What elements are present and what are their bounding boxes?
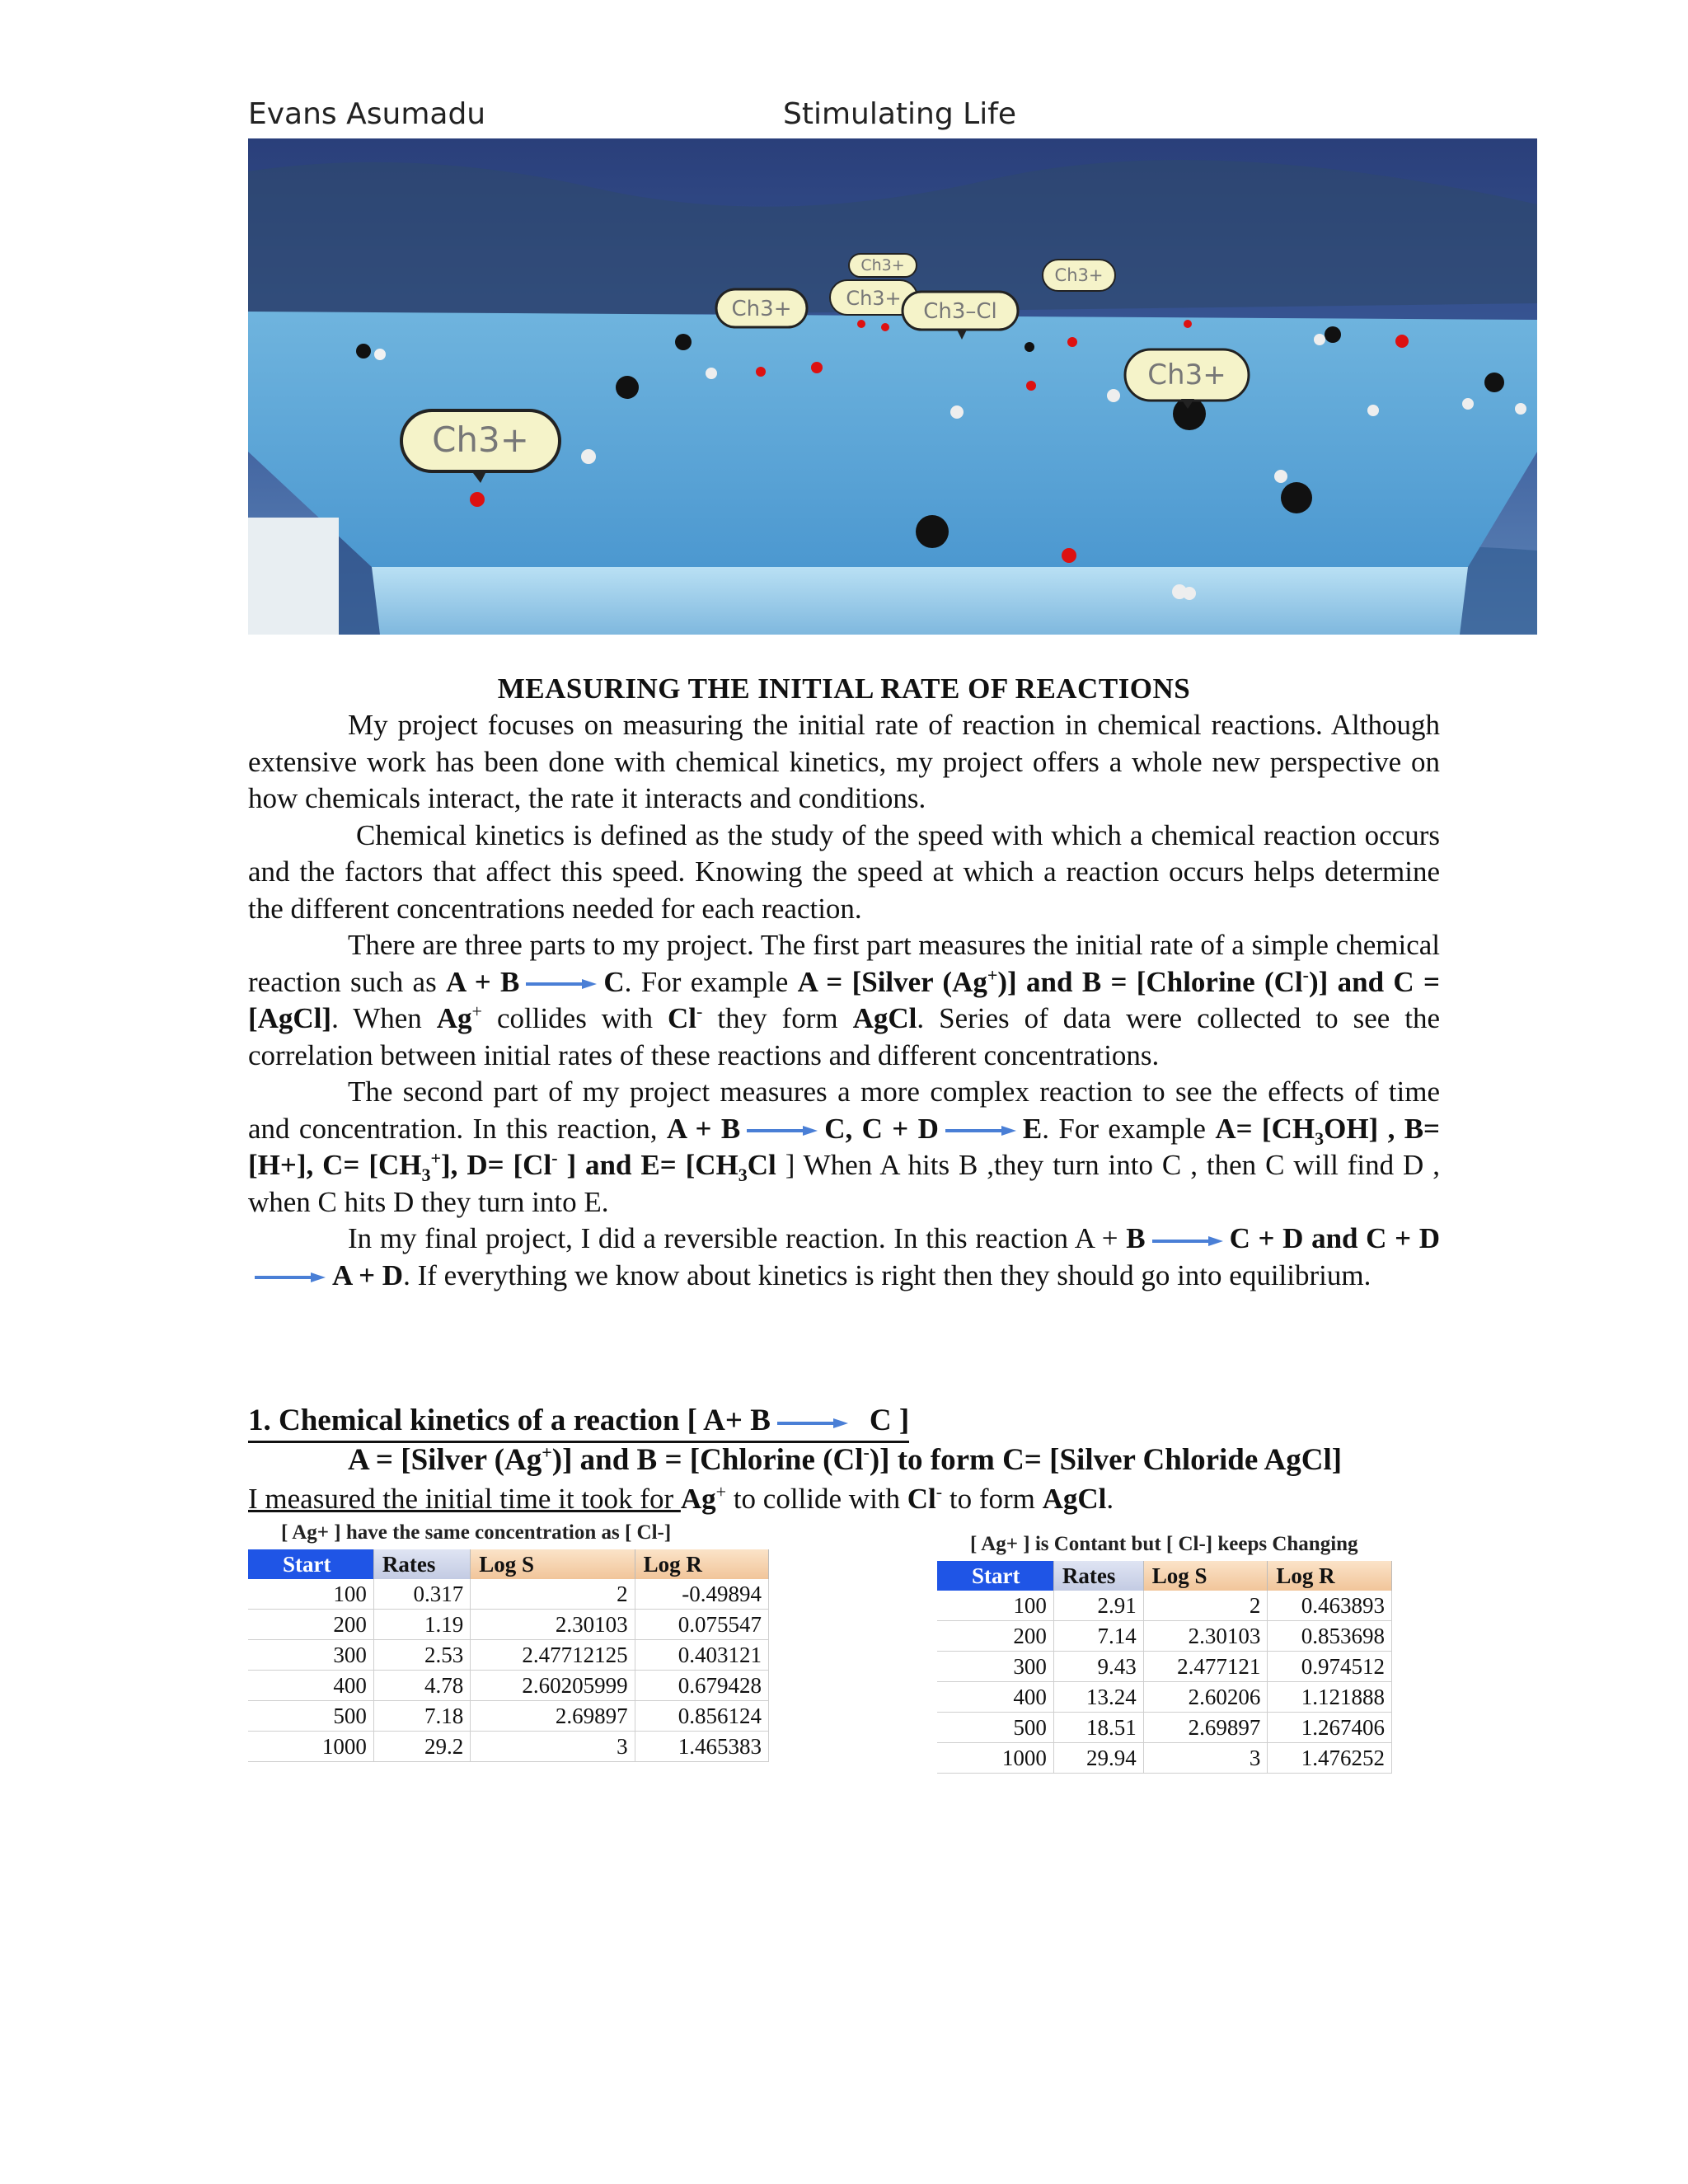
svg-text:Ch3+: Ch3+ [731, 297, 792, 321]
paragraph-part-two: The second part of my project measures a more complex reaction to see the effects of time and concentration. In this reaction, A + B C, C + D E. For example $A= [CH_3OH]$ , B= [H+], $C= [CH_3^+]$, D= [Cl- ] and $E= [CH_3Cl$ ] When A hits B ,they turn into C , then C will find D , when C hits D they turn into E. [248, 1076, 1441, 1218]
table-caption: [ Ag+ ] have the same concentration as [ Cl-] [281, 1521, 672, 1544]
svg-text:Ch3+: Ch3+ [432, 419, 529, 460]
table-cell: 3 [1143, 1743, 1268, 1774]
column-header: Start [248, 1549, 373, 1579]
table-cell: 400 [937, 1682, 1053, 1713]
table-row [937, 1621, 1392, 1652]
table-caption: [ Ag+ ] is Contant but [ Cl-] keeps Changing [970, 1533, 1358, 1555]
table-cell: 1000 [937, 1743, 1053, 1774]
column-header: Log R [635, 1549, 768, 1579]
table-header-row [248, 1549, 769, 1579]
table-row [248, 1579, 769, 1610]
svg-text:Ch3+: Ch3+ [860, 256, 905, 274]
simulation-image [248, 138, 1537, 635]
author-name: Evans Asumadu [248, 97, 486, 131]
ch3-label-bubble [849, 254, 917, 277]
table-cell: 2.60206 [1143, 1682, 1268, 1713]
table-cell: 2.60205999 [471, 1671, 635, 1701]
table-cell: 7.18 [373, 1701, 470, 1732]
table-cell: 100 [937, 1591, 1053, 1621]
table-cell: 0.075547 [635, 1610, 768, 1640]
table-cell: 29.94 [1053, 1743, 1143, 1774]
table-cell: 2.30103 [1143, 1621, 1268, 1652]
section-description: I measured the initial time it took for Ag+ to collide with Cl- to form AgCl. [248, 1481, 1114, 1515]
table-cell: 2 [471, 1579, 635, 1610]
table-row [937, 1682, 1392, 1713]
table-cell: 4.78 [373, 1671, 470, 1701]
table-cell: 1000 [248, 1732, 373, 1762]
table-row [248, 1701, 769, 1732]
ch3-label-bubble [1125, 349, 1249, 409]
svg-text:Ch3–Cl: Ch3–Cl [923, 299, 997, 324]
reaction-arrow-icon [747, 1125, 818, 1137]
table-cell: 1.267406 [1268, 1713, 1392, 1743]
column-header: Log S [1143, 1561, 1268, 1591]
reaction-arrow-icon [526, 978, 597, 990]
document-title: MEASURING THE INITIAL RATE OF REACTIONS [497, 673, 1191, 705]
table-cell: -0.49894 [635, 1579, 768, 1610]
table-cell: 2 [1143, 1591, 1268, 1621]
table-row [248, 1732, 769, 1762]
section-heading: 1. Chemical kinetics of a reaction [ A+ B C ] [248, 1403, 909, 1443]
table-row [248, 1640, 769, 1671]
rates-table-same-concentration [248, 1521, 769, 1762]
table-cell: 29.2 [373, 1732, 470, 1762]
reaction-arrow-icon [945, 1125, 1016, 1137]
table-cell: 0.679428 [635, 1671, 768, 1701]
svg-text:Ch3+: Ch3+ [1147, 359, 1226, 391]
table-cell: 2.53 [373, 1640, 470, 1671]
column-header: Log S [471, 1549, 635, 1579]
table-cell: 2.47712125 [471, 1640, 635, 1671]
reaction-arrow-icon [777, 1418, 848, 1429]
table-cell: 7.14 [1053, 1621, 1143, 1652]
table-cell: 300 [248, 1640, 373, 1671]
table-cell: 0.974512 [1268, 1652, 1392, 1682]
table-cell: 500 [937, 1713, 1053, 1743]
document-body [248, 707, 1440, 1294]
column-header: Start [937, 1561, 1053, 1591]
column-header: Log R [1268, 1561, 1392, 1591]
table-row [248, 1610, 769, 1640]
table-cell: 2.69897 [471, 1701, 635, 1732]
table-cell: 300 [937, 1652, 1053, 1682]
table-row [937, 1652, 1392, 1682]
document-header-title: Stimulating Life [783, 97, 1017, 131]
svg-text:Ch3+: Ch3+ [1054, 265, 1104, 285]
svg-text:Ch3+: Ch3+ [846, 287, 902, 310]
table-cell: 500 [248, 1701, 373, 1732]
table-cell: 200 [937, 1621, 1053, 1652]
ch3-label-bubble [1043, 260, 1115, 291]
table-cell: 100 [248, 1579, 373, 1610]
paragraph-intro: My project focuses on measuring the initial rate of reaction in chemical reactions. Although extensive work has been done with chemical kinetics, my project offers a whole new perspective on how chemicals interact, the rate it interacts and conditions. [248, 709, 1440, 814]
table-cell: 2.30103 [471, 1610, 635, 1640]
rates-table-changing-chloride [937, 1533, 1392, 1774]
table-cell: 1.121888 [1268, 1682, 1392, 1713]
table-cell: 1.476252 [1268, 1743, 1392, 1774]
table-cell: 1.465383 [635, 1732, 768, 1762]
paragraph-part-three: In my final project, I did a reversible reaction. In this reaction A + B C + D and C + DA + D. If everything we know about kinetics is right then they should go into equilibrium. [248, 1221, 1440, 1294]
table-cell: 3 [471, 1732, 635, 1762]
column-header: Rates [1053, 1561, 1143, 1591]
table-cell: 9.43 [1053, 1652, 1143, 1682]
table-cell: 2.69897 [1143, 1713, 1268, 1743]
table-cell: 2.91 [1053, 1591, 1143, 1621]
table-cell: 1.19 [373, 1610, 470, 1640]
table-row [937, 1743, 1392, 1774]
paragraph-definition: Chemical kinetics is defined as the study of the speed with which a chemical reaction occurs and the factors that affect this speed. Knowing the speed at which a reaction occurs helps determine the different concentrations needed for each reaction. [248, 818, 1440, 925]
table-cell: 0.856124 [635, 1701, 768, 1732]
table-row [937, 1713, 1392, 1743]
table-cell: 0.853698 [1268, 1621, 1392, 1652]
table-cell: 400 [248, 1671, 373, 1701]
table-cell: 18.51 [1053, 1713, 1143, 1743]
table-row [937, 1591, 1392, 1621]
table-cell: 2.477121 [1143, 1652, 1268, 1682]
table-cell: 0.463893 [1268, 1591, 1392, 1621]
paragraph-part-one: There are three parts to my project. The first part measures the initial rate of a simple chemical reaction such as A + B C. For example A = [Silver (Ag+)] and B = [Chlorine (Cl-)] and C = [AgCl]. When Ag+ collides with Cl- they form AgCl. Series of data were collected to see the correlation between initial rates of these reactions and different concentrations. [248, 929, 1441, 1071]
table-cell: 0.403121 [635, 1640, 768, 1671]
reaction-arrow-icon [1152, 1235, 1223, 1247]
table-row [248, 1671, 769, 1701]
ch3-label-bubble [716, 289, 807, 327]
table-cell: 200 [248, 1610, 373, 1640]
reaction-arrow-icon [255, 1272, 326, 1283]
page-header [248, 97, 1534, 138]
section-subheading: A = [Silver (Ag+)] and B = [Chlorine (Cl-)] to form C= [Silver Chloride AgCl] [348, 1441, 1343, 1477]
table-cell: 0.317 [373, 1579, 470, 1610]
table-cell: 13.24 [1053, 1682, 1143, 1713]
column-header: Rates [373, 1549, 470, 1579]
table-header-row [937, 1561, 1392, 1591]
